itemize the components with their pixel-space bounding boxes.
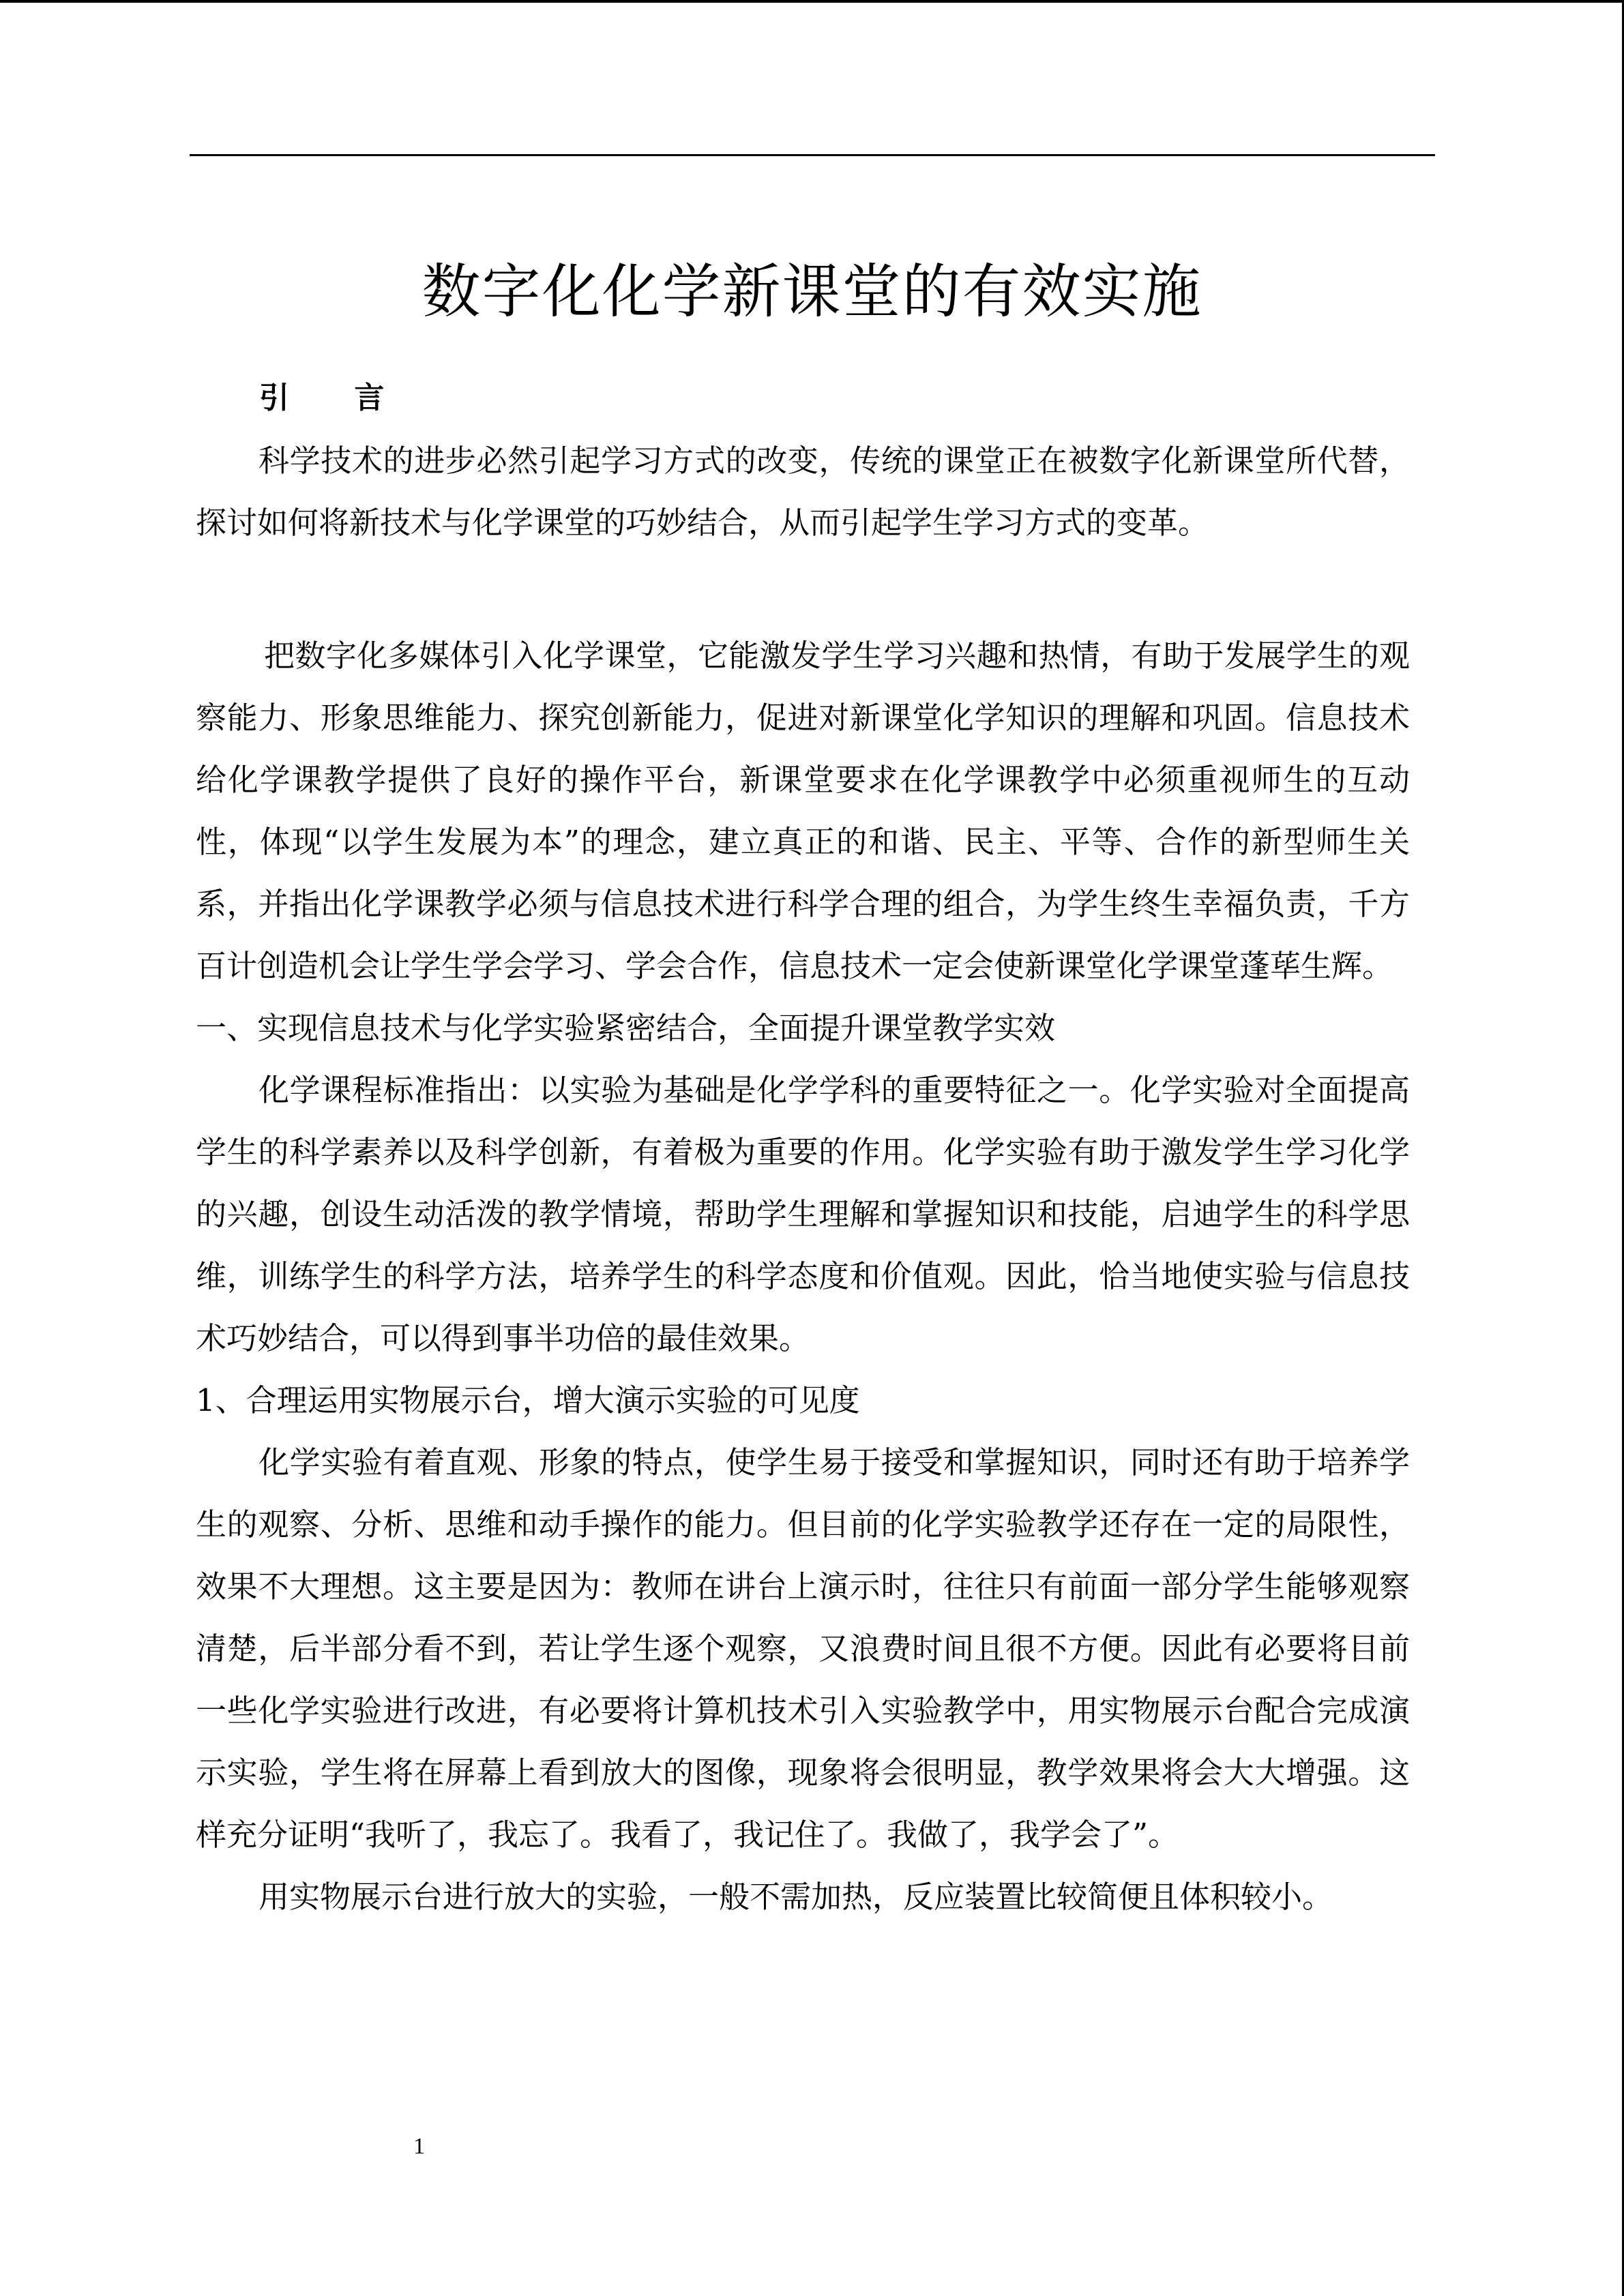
header-rule bbox=[190, 154, 1435, 156]
page-border-top bbox=[0, 0, 1624, 3]
intro-heading: 引 言 bbox=[259, 381, 412, 415]
section-heading-1: 一、实现信息技术与化学实验紧密结合，全面提升课堂教学实效 bbox=[196, 1010, 1056, 1046]
paragraph-multimedia: 把数字化多媒体引入化学课堂，它能激发学生学习兴趣和热情，有助于发展学生的观察能力、形象思维能力、探究创新能力，促进对新课堂化学知识的理解和巩固。信息技术给化学课教学提供了良好的操作平台，新课堂要求在化学课教学中必须重视师生的互动性，体现“以学生发展为本”的理念，建立真正的和谐、民主、平等、合作的新型师生关系，并指出化学课教学必须与信息技术进行科学合理的组合，为学生终生幸福负责，千方百计创造机会让学生学会学习、学会合作，信息技术一定会使新课堂化学课堂蓬荜生辉。 bbox=[196, 638, 1410, 984]
page-number: 1 bbox=[413, 2134, 425, 2159]
document-title: 数字化化学新课堂的有效实施 bbox=[422, 258, 1202, 326]
paragraph-intro: 科学技术的进步必然引起学习方式的改变，传统的课堂正在被数字化新课堂所代替，探讨如何将新技术与化学课堂的巧妙结合，从而引起学生学习方式的变革。 bbox=[196, 443, 1410, 541]
paragraph-projector: 用实物展示台进行放大的实验，一般不需加热，反应装置比较简便且体积较小。 bbox=[259, 1879, 1333, 1915]
paragraph-curriculum: 化学课程标准指出：以实验为基础是化学学科的重要特征之一。化学实验对全面提高学生的科学素养以及科学创新，有着极为重要的作用。化学实验有助于激发学生学习化学的兴趣，创设生动活泼的教学情境，帮助学生理解和掌握知识和技能，启迪学生的科学思维，训练学生的科学方法，培养学生的科学态度和价值观。因此，恰当地使实验与信息技术巧妙结合，可以得到事半功倍的最佳效果。 bbox=[196, 1072, 1410, 1356]
subsection-heading-1: 1、合理运用实物展示台，增大演示实验的可见度 bbox=[196, 1382, 860, 1418]
paragraph-experiment: 化学实验有着直观、形象的特点，使学生易于接受和掌握知识，同时还有助于培养学生的观察、分析、思维和动手操作的能力。但目前的化学实验教学还存在一定的局限性，效果不大理想。这主要是因为：教师在讲台上演示时，往往只有前面一部分学生能够观察清楚，后半部分看不到，若让学生逐个观察，又浪费时间且很不方便。因此有必要将目前一些化学实验进行改进，有必要将计算机技术引入实验教学中，用实物展示台配合完成演示实验，学生将在屏幕上看到放大的图像，现象将会很明显，教学效果将会大大增强。这样充分证明“我听了，我忘了。我看了，我记住了。我做了，我学会了”。 bbox=[196, 1444, 1410, 1853]
paragraph-gap bbox=[196, 554, 1410, 625]
document-body bbox=[196, 430, 1410, 1928]
